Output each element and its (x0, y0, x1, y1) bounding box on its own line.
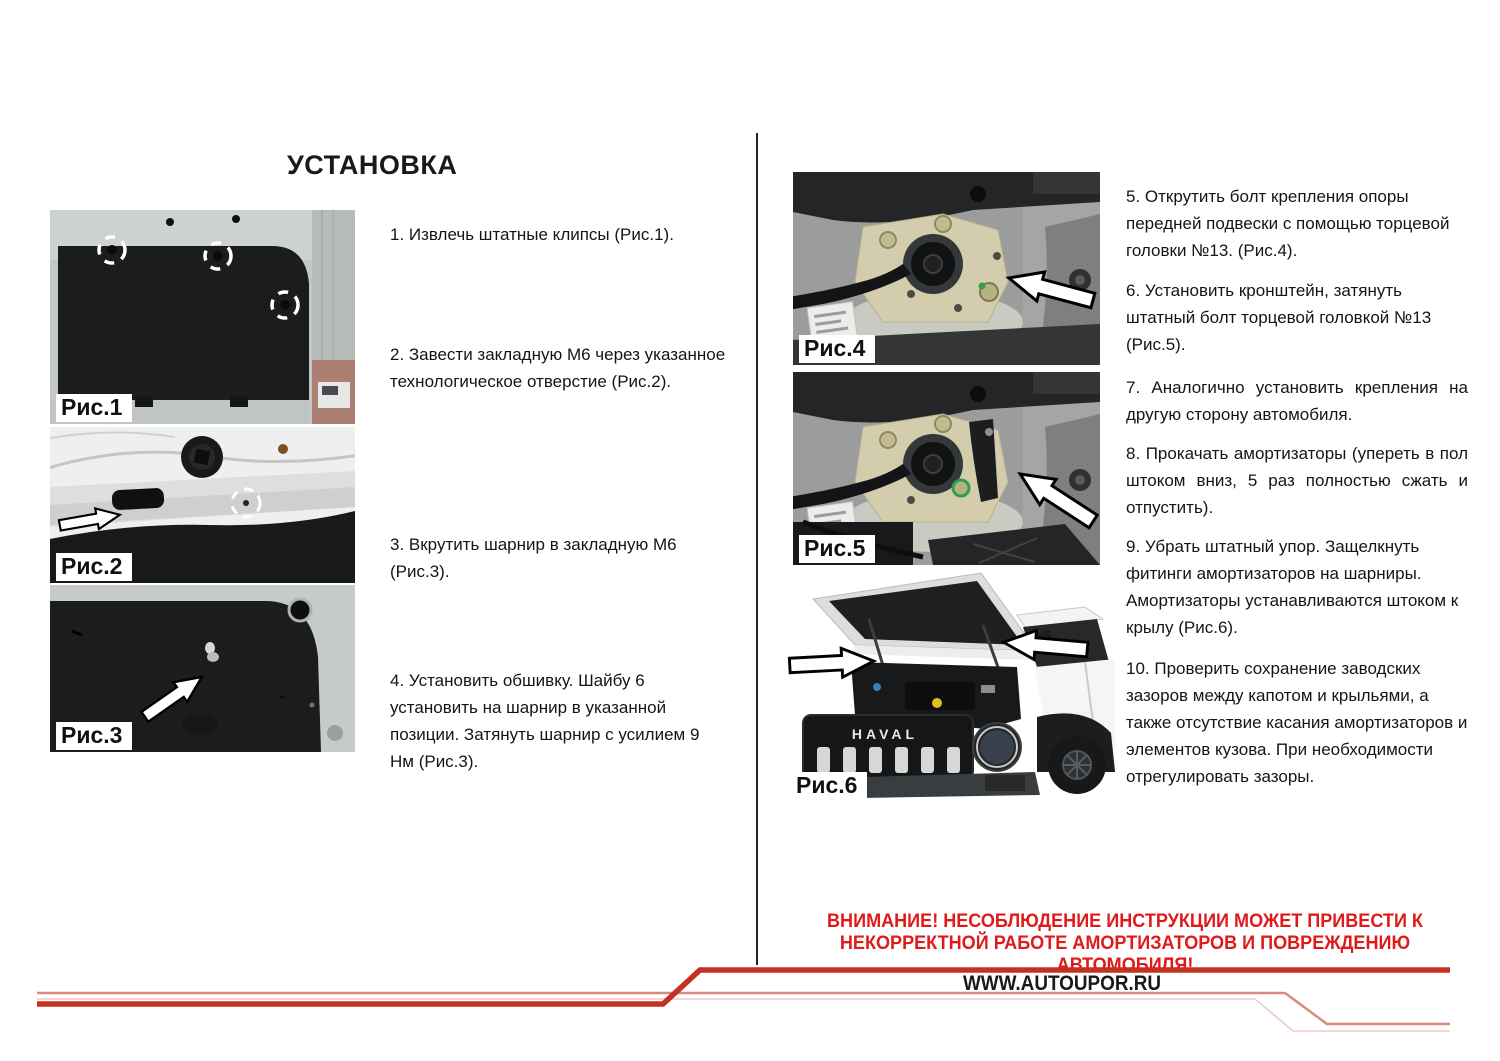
figure-label: Рис.1 (56, 394, 132, 422)
figure-label: Рис.2 (56, 553, 132, 581)
figure-label: Рис.5 (799, 535, 875, 563)
step-8: 8. Прокачать амортизаторы (упереть в пол штоком вниз, 5 раз полностью сжать и отпустить). (1126, 444, 1468, 517)
footer-line-salmon (37, 993, 1450, 1024)
socket-tool (181, 436, 223, 478)
warning-line-2: НЕКОРРЕКТНОЙ РАБОТЕ АМОРТИЗАТОРОВ И ПОВРЕЖДЕНИЮ (839, 933, 1411, 954)
footer-decoration (0, 940, 1500, 1061)
headlight (973, 723, 1021, 771)
figure-label: Рис.6 (791, 772, 867, 800)
warning-line-1: ВНИМАНИЕ! НЕСОБЛЮДЕНИЕ ИНСТРУКЦИИ МОЖЕТ ПРИВЕСТИ К (827, 911, 1423, 932)
website-url: WWW.AUTOUPOR.RU (962, 972, 1162, 995)
photo-hood-clips (50, 210, 355, 424)
car-brand-text: HAVAL (851, 726, 919, 742)
step-10: 10. Проверить сохранение заводских зазоров между капотом и крыльями, а также отсутствие касания амортизаторов и элементов кузова. При необходимости отрегулировать зазоры. (1126, 659, 1468, 786)
step-1: 1. Извлечь штатные клипсы (Рис.1). (390, 225, 674, 244)
figure-1-hood-underside (50, 210, 355, 424)
marked-bolt (953, 480, 969, 496)
step-4: 4. Установить обшивку. Шайбу 6 установить на шарнир в указанной позиции. Затянуть шарнир с усилием 9 Нм (Рис.3). (390, 671, 700, 771)
insulation-panel (58, 246, 309, 402)
figure-5-bracket-installed (793, 372, 1100, 565)
column-divider (756, 133, 758, 965)
step-2: 2. Завести закладную М6 через указанное технологическое отверстие (Рис.2). (390, 345, 726, 391)
step-3: 3. Вкрутить шарнир в закладную М6 (Рис.3). (390, 535, 677, 581)
mounting-hole (112, 488, 165, 511)
photo-car-struts (785, 567, 1115, 802)
page-title: УСТАНОВКА (287, 150, 458, 180)
figure-4-strut-mount (793, 172, 1100, 365)
step-7: 7. Аналогично установить крепления на другую сторону автомобиля. (1126, 378, 1468, 424)
step-5: 5. Открутить болт крепления опоры передней подвески с помощью торцевой головки №13. (Рис.4). (1126, 187, 1450, 260)
front-grille (803, 715, 973, 779)
step-6: 6. Установить кронштейн, затянуть штатный болт торцевой головкой №13 (Рис.5). (1126, 281, 1432, 354)
figure-label: Рис.3 (56, 722, 132, 750)
figure-2-hood-edge (50, 427, 355, 583)
figure-3-hinge-installed (50, 585, 355, 752)
step-9: 9. Убрать штатный упор. Защелкнуть фитинги амортизаторов на шарниры. Амортизаторы устанавливаются штоком к крылу (Рис.6). (1126, 537, 1459, 637)
figure-6-car-open-hood (785, 567, 1115, 802)
warning-line-3: АВТОМОБИЛЯ! (1056, 955, 1194, 976)
strut-plate (855, 214, 1008, 322)
figure-label: Рис.4 (799, 335, 875, 363)
